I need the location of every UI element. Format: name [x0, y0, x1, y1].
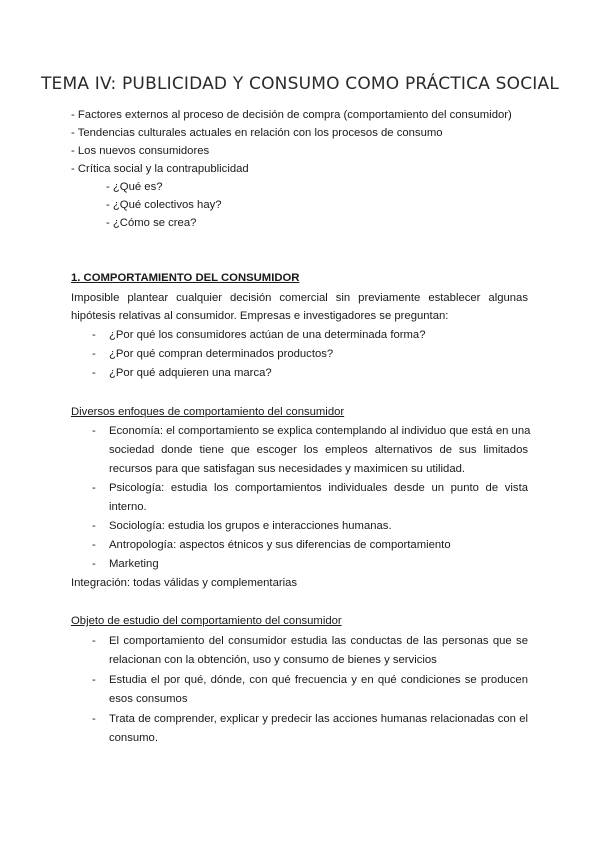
- list-item-line: Economía: el comportamiento se explica contemplando al individuo que está en una: [109, 425, 531, 437]
- page-title: TEMA IV: PUBLICIDAD Y CONSUMO COMO PRÁCTICA SOCIAL: [40, 74, 560, 94]
- paragraph-line: Imposible plantear cualquier decisión comercial sin previamente establecer algunas: [71, 292, 528, 304]
- question-item: ¿Por qué adquieren una marca?: [109, 367, 272, 379]
- list-item: Antropología: aspectos étnicos y sus diferencias de comportamiento: [109, 539, 451, 551]
- bullet-dash: -: [92, 482, 96, 494]
- bullet-dash: -: [92, 520, 96, 532]
- section-heading: 1. COMPORTAMIENTO DEL CONSUMIDOR: [71, 272, 300, 284]
- list-item-line: interno.: [109, 501, 147, 513]
- list-item: Sociología: estudia los grupos e interacciones humanas.: [109, 520, 392, 532]
- intro-subitem: - ¿Cómo se crea?: [106, 217, 197, 229]
- question-item: ¿Por qué compran determinados productos?: [109, 348, 334, 360]
- intro-item: - Crítica social y la contrapublicidad: [71, 163, 249, 175]
- list-item-line: Psicología: estudia los comportamientos individuales desde un punto de vista: [109, 482, 528, 494]
- bullet-dash: -: [92, 367, 96, 379]
- bullet-dash: -: [92, 558, 96, 570]
- list-item-line: relacionan con la obtención, uso y consumo de bienes y servicios: [109, 654, 437, 666]
- paragraph-line: Integración: todas válidas y complementarias: [71, 577, 298, 589]
- question-item: ¿Por qué los consumidores actúan de una determinada forma?: [109, 329, 426, 341]
- intro-item: - Tendencias culturales actuales en relación con los procesos de consumo: [71, 127, 443, 139]
- bullet-dash: -: [92, 635, 96, 647]
- bullet-dash: -: [92, 329, 96, 341]
- list-item-line: recursos para que satisfagan sus necesidades y maximicen su utilidad.: [109, 463, 466, 475]
- intro-subitem: - ¿Qué es?: [106, 181, 163, 193]
- bullet-dash: -: [92, 674, 96, 686]
- subsection-heading: Objeto de estudio del comportamiento del consumidor: [71, 615, 342, 627]
- list-item-line: El comportamiento del consumidor estudia las conductas de las personas que se: [109, 635, 528, 647]
- intro-item: - Factores externos al proceso de decisión de compra (comportamiento del consumidor): [71, 109, 512, 121]
- list-item-line: sociedad donde tiene que escoger los empleos alternativos de sus limitados: [109, 444, 528, 456]
- bullet-dash: -: [92, 425, 96, 437]
- list-item-line: Trata de comprender, explicar y predecir las acciones humanas relacionadas con el: [109, 713, 528, 725]
- paragraph-line: hipótesis relativas al consumidor. Empresas e investigadores se preguntan:: [71, 310, 449, 322]
- list-item-line: esos consumos: [109, 693, 188, 705]
- bullet-dash: -: [92, 348, 96, 360]
- intro-subitem: - ¿Qué colectivos hay?: [106, 199, 222, 211]
- list-item-line: Estudia el por qué, dónde, con qué frecuencia y en qué condiciones se producen: [109, 674, 528, 686]
- list-item: Marketing: [109, 558, 159, 570]
- intro-item: - Los nuevos consumidores: [71, 145, 210, 157]
- list-item-line: consumo.: [109, 732, 158, 744]
- bullet-dash: -: [92, 539, 96, 551]
- bullet-dash: -: [92, 713, 96, 725]
- subsection-heading: Diversos enfoques de comportamiento del consumidor: [71, 406, 345, 418]
